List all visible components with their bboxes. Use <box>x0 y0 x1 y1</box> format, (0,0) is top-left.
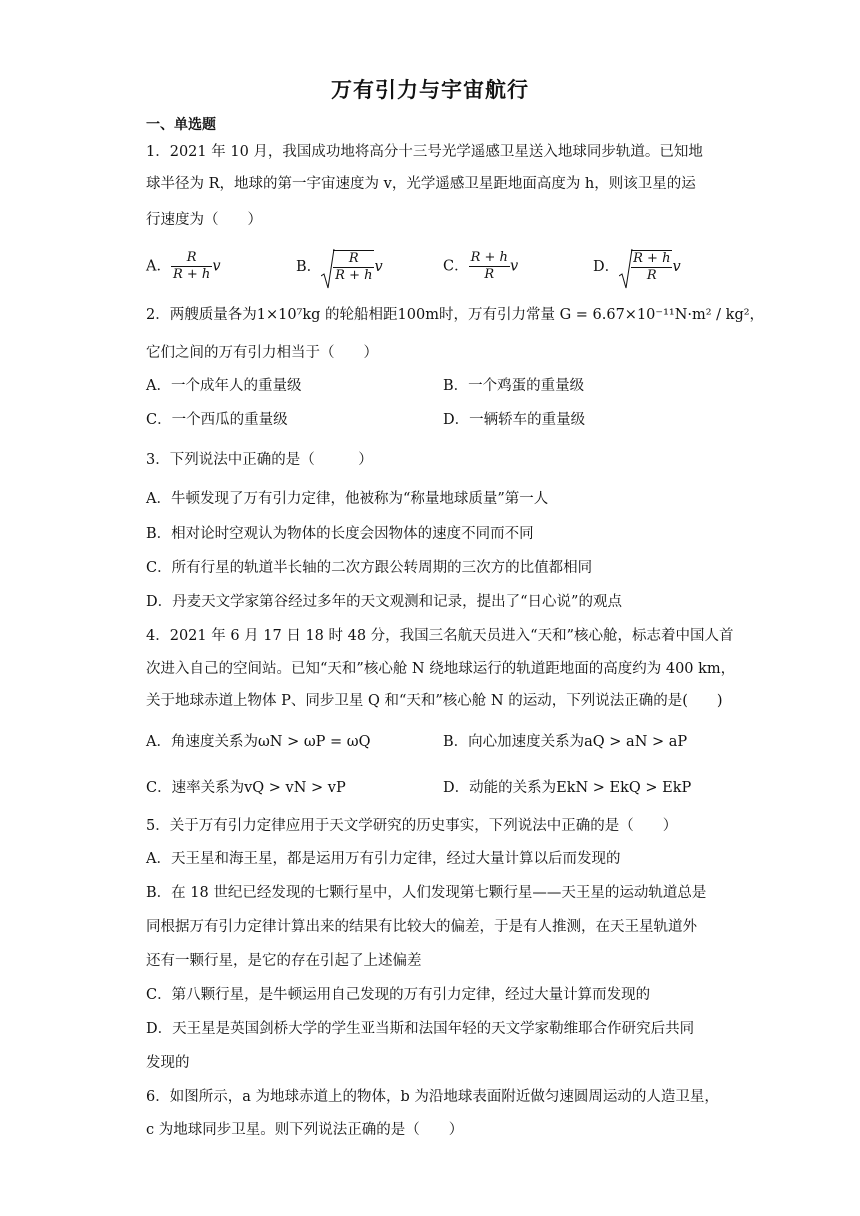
q1-line-3: 行速度为（ ） <box>146 212 262 228</box>
q4-option-c: C．速率关系为vQ > vN > vP <box>146 780 346 796</box>
q3-line-1: 3．下列说法中正确的是（ ） <box>146 452 373 468</box>
q5-option-d-line-2: 发现的 <box>146 1055 190 1071</box>
q2-option-c: C．一个西瓜的重量级 <box>146 412 288 428</box>
q3-option-c: C．所有行星的轨道半长轴的二次方跟公转周期的三次方的比值都相同 <box>146 560 593 576</box>
formula-sqrt-r-over-r-plus-h: $\frac{R}{R + h}$ <box>321 250 374 284</box>
formula-r-over-r-plus-h: $\frac{R}{R + h}$ <box>172 250 211 282</box>
q6-line-1: 6．如图所示，a 为地球赤道上的物体，b 为沿地球表面附近做匀速圆周运动的人造卫星， <box>146 1089 719 1105</box>
q4-option-a: A．角速度关系为ωN > ωP = ωQ <box>146 734 371 750</box>
q1-option-c-label: C． <box>443 258 469 275</box>
q3-option-b: B．相对论时空观认为物体的长度会因物体的速度不同而不同 <box>146 526 534 542</box>
q2-option-d: D．一辆轿车的重量级 <box>443 412 586 428</box>
q1-line-2: 球半径为 R，地球的第一宇宙速度为 v，光学遥感卫星距地面高度为 h，则该卫星的运 <box>146 176 696 192</box>
formula-sqrt-r-plus-h-over-r: $\frac{R + h}{R}$ <box>619 250 672 284</box>
q1-option-b-label: B． <box>296 259 322 275</box>
q5-option-c: C．第八颗行星，是牛顿运用自己发现的万有引力定律，经过大量计算而发现的 <box>146 987 651 1003</box>
q1-option-d-label: D． <box>593 259 620 275</box>
q2-line-1: 2．两艘质量各为1×10⁷kg 的轮船相距100m时，万有引力常量 G = 6.67×10⁻¹¹N·m² / kg²， <box>146 307 765 323</box>
section-heading: 一、单选题 <box>146 117 216 133</box>
q2-option-a: A．一个成年人的重量级 <box>146 378 302 394</box>
q4-line-3: 关于地球赤道上物体 P、同步卫星 Q 和“天和”核心舱 N 的运动，下列说法正确的是( ) <box>146 693 723 709</box>
q1-option-a: A． $\frac{R}{R + h}$ v <box>146 250 221 282</box>
q3-option-a: A．牛顿发现了万有引力定律，他被称为“称量地球质量”第一人 <box>146 491 549 507</box>
q6-line-2: c 为地球同步卫星。则下列说法正确的是（ ） <box>146 1122 464 1138</box>
q4-option-d: D．动能的关系为EkN > EkQ > EkP <box>443 780 692 796</box>
formula-r-plus-h-over-r: $\frac{R + h}{R}$ <box>470 250 508 282</box>
q5-option-b-line-2: 同根据万有引力定律计算出来的结果有比较大的偏差，于是有人推测，在天王星轨道外 <box>146 919 697 935</box>
q1-option-a-label: A． <box>146 258 171 275</box>
q1-line-1: 1．2021 年 10 月，我国成功地将高分十三号光学遥感卫星送入地球同步轨道。已知地 <box>146 144 703 160</box>
q5-line-1: 5．关于万有引力定律应用于天文学研究的历史事实，下列说法中正确的是（ ） <box>146 818 678 834</box>
q2-option-b: B．一个鸡蛋的重量级 <box>443 378 585 394</box>
q1-option-c: C． $\frac{R + h}{R}$ v <box>443 250 519 282</box>
q4-line-1: 4．2021 年 6 月 17 日 18 时 48 分，我国三名航天员进入“天和”核心舱，标志着中国人首 <box>146 628 734 644</box>
q5-option-b-line-1: B．在 18 世纪已经发现的七颗行星中，人们发现第七颗行星——天王星的运动轨道总是 <box>146 885 707 901</box>
q1-option-d: D． $\frac{R + h}{R}$ v <box>593 250 681 284</box>
q4-option-b: B．向心加速度关系为aQ > aN > aP <box>443 734 688 750</box>
q1-option-b: B． $\frac{R}{R + h}$ v <box>296 250 383 284</box>
q5-option-a: A．天王星和海王星，都是运用万有引力定律，经过大量计算以后而发现的 <box>146 851 621 867</box>
q2-line-2: 它们之间的万有引力相当于（ ） <box>146 345 378 361</box>
q5-option-b-line-3: 还有一颗行星，是它的存在引起了上述偏差 <box>146 953 422 969</box>
q5-option-d-line-1: D．天王星是英国剑桥大学的学生亚当斯和法国年轻的天文学家勒维耶合作研究后共同 <box>146 1021 695 1037</box>
q3-option-d: D．丹麦天文学家第谷经过多年的天文观测和记录，提出了“日心说”的观点 <box>146 594 622 610</box>
q4-line-2: 次进入自己的空间站。已知“天和”核心舱 N 绕地球运行的轨道距地面的高度约为 400 km， <box>146 661 736 677</box>
page-title: 万有引力与宇宙航行 <box>331 78 529 102</box>
